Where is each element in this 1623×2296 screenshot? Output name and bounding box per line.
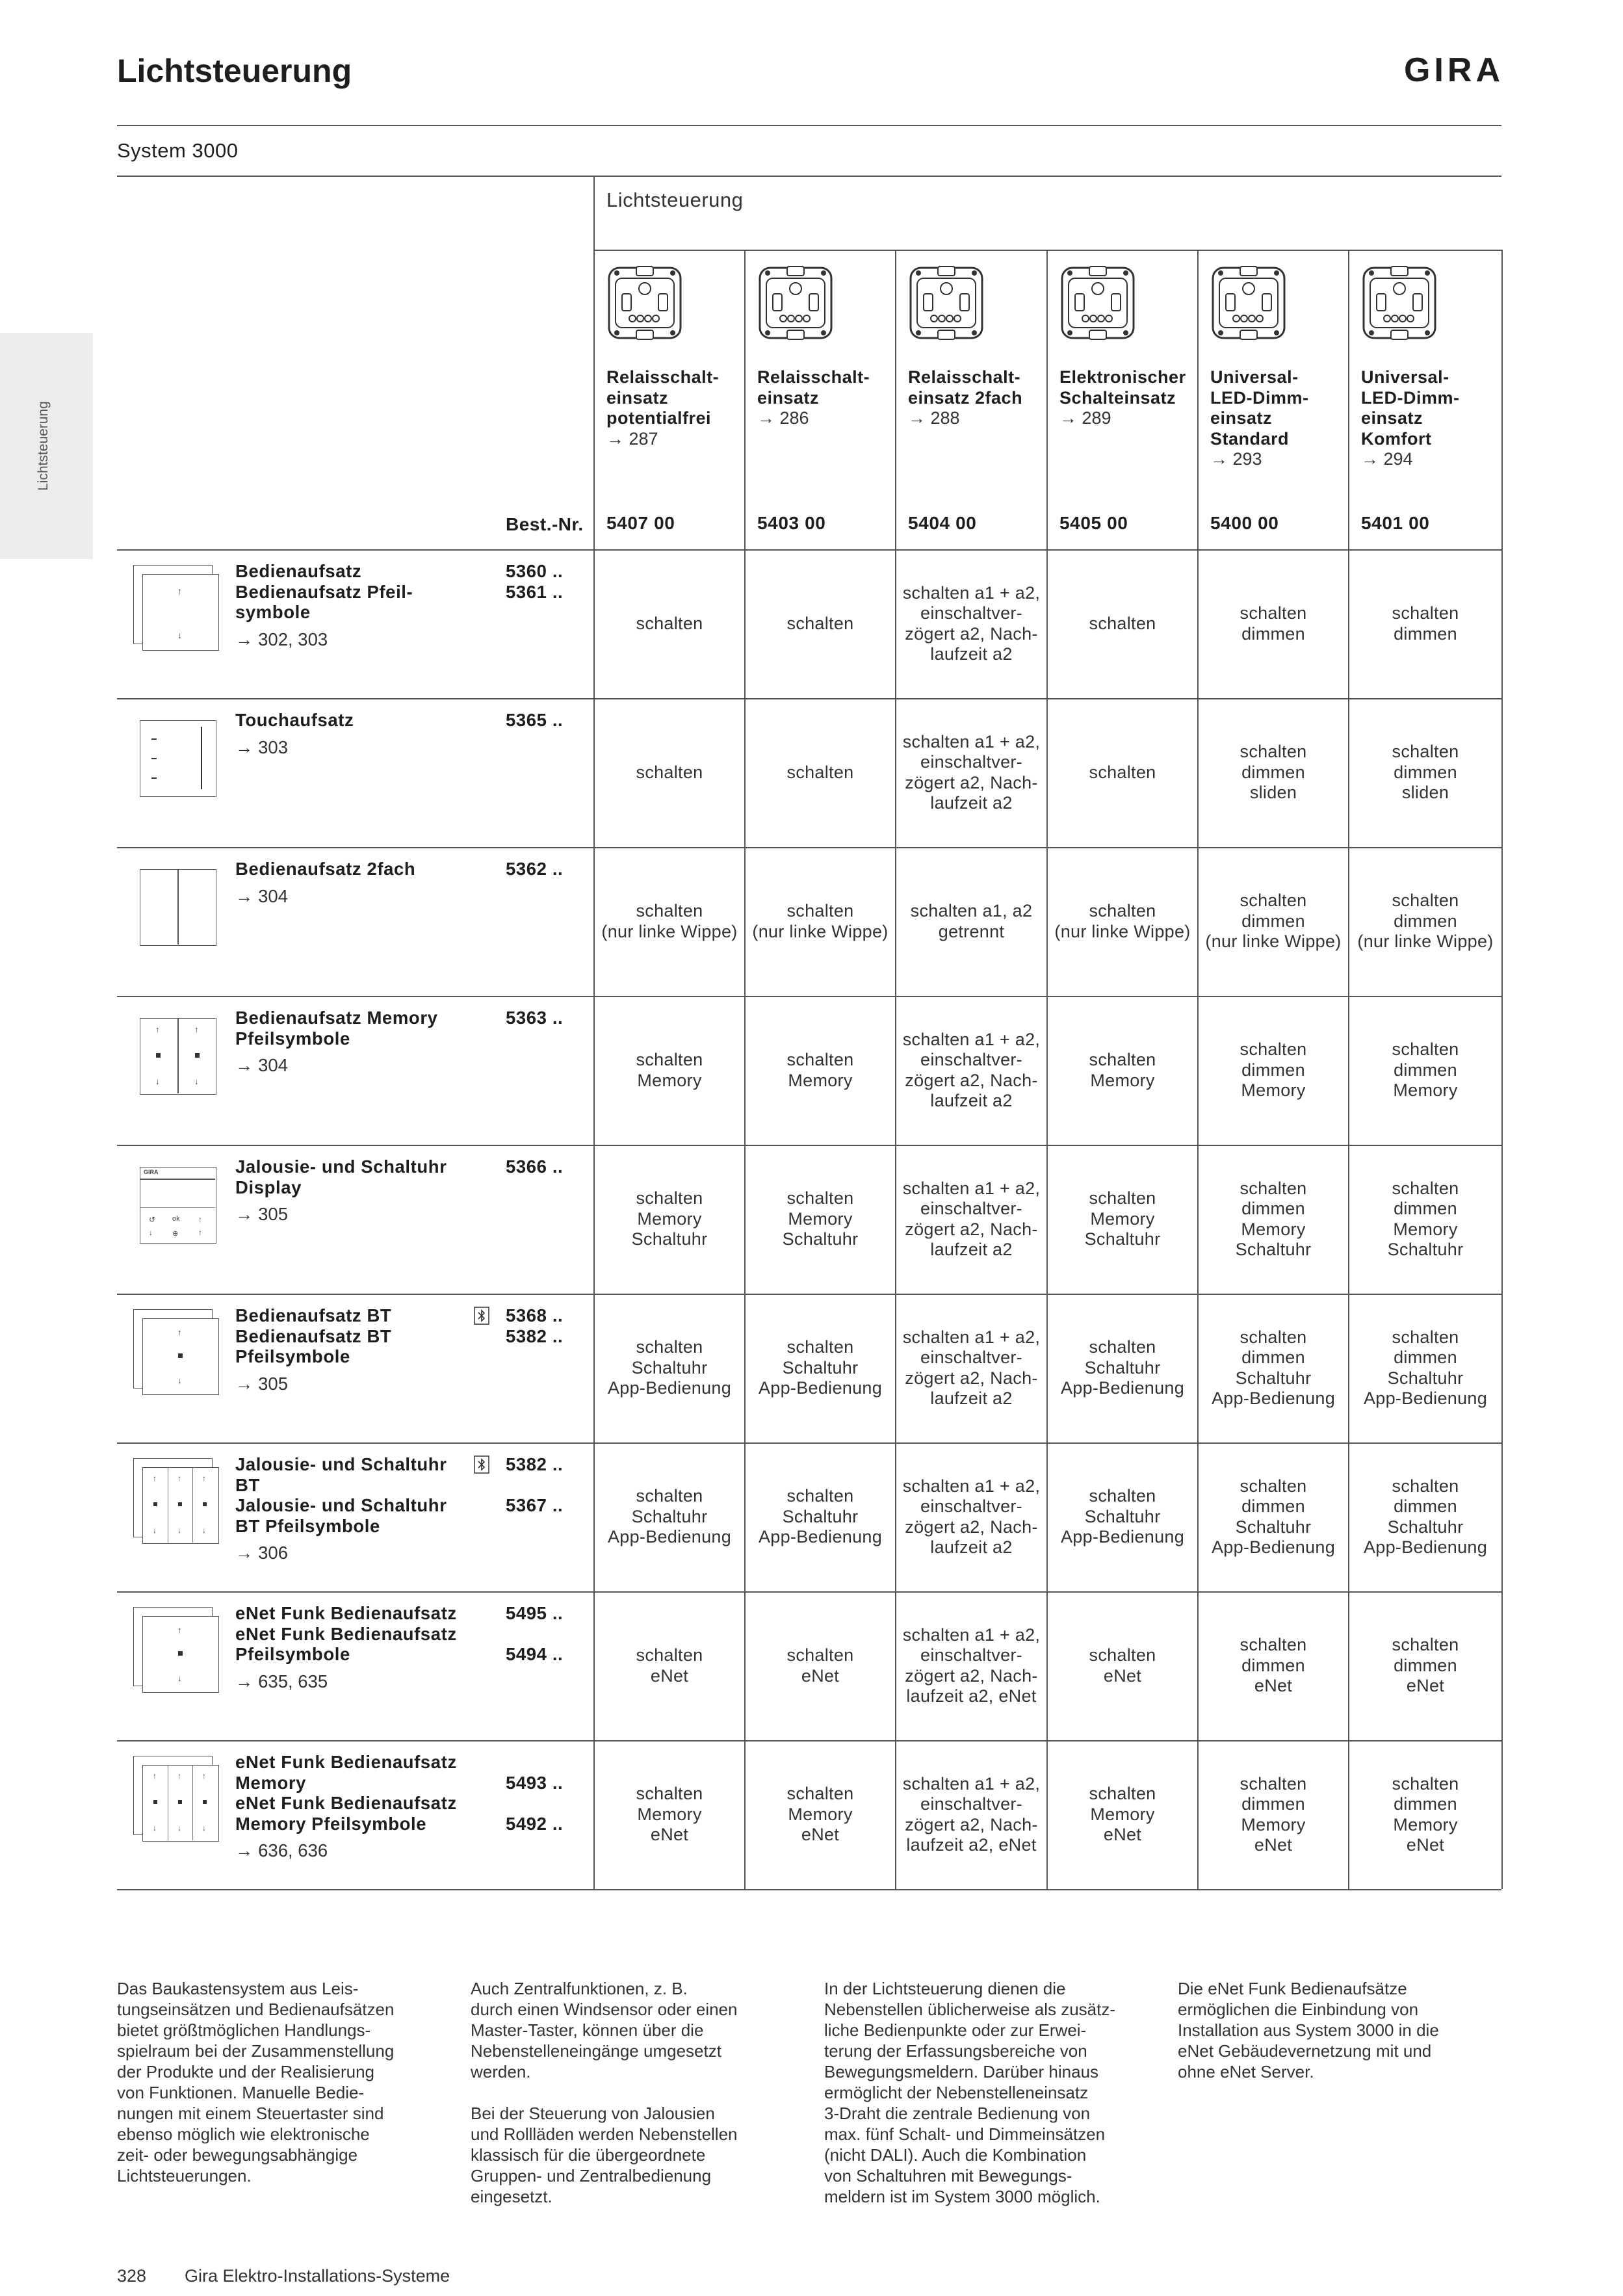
cell-text: schalten Memory eNet bbox=[1089, 1784, 1156, 1845]
compatibility-cell bbox=[1048, 847, 1197, 996]
cell-text: schalten Schaltuhr App-Bedienung bbox=[1060, 1337, 1185, 1398]
flush-mounted-insert-icon bbox=[606, 265, 683, 341]
compatibility-cell bbox=[896, 1442, 1046, 1591]
compatibility-cell bbox=[595, 1145, 744, 1294]
cell-text: schalten a1 + a2, einschaltver- zögert a2, Nach- laufzeit a2 bbox=[902, 582, 1041, 664]
cell-text: schalten Memory Schaltuhr bbox=[1084, 1188, 1161, 1249]
product-name: Pfeilsymbole bbox=[235, 1644, 350, 1664]
cell-text: schalten bbox=[1089, 762, 1156, 782]
compatibility-cell bbox=[1199, 1591, 1348, 1740]
product-page-reference[interactable]: → 305 bbox=[235, 1204, 289, 1224]
product-name: Bedienaufsatz BT bbox=[235, 1325, 392, 1346]
product-name: Touchaufsatz bbox=[235, 710, 354, 730]
column-product-name: Relaisschalt- bbox=[908, 367, 1021, 387]
column-product-name: einsatz 2fach bbox=[908, 387, 1023, 408]
product-name: eNet Funk Bedienaufsatz bbox=[235, 1603, 457, 1623]
product-order-number: 5382 .. bbox=[506, 1325, 564, 1346]
cell-text: schalten dimmen bbox=[1240, 603, 1307, 644]
compatibility-cell bbox=[1199, 996, 1348, 1145]
compatibility-cell bbox=[896, 698, 1046, 847]
cell-text: schalten Schaltuhr App-Bedienung bbox=[758, 1337, 883, 1398]
cell-text: schalten dimmen Schaltuhr App-Bedienung bbox=[1211, 1327, 1336, 1408]
product-thumbnail: ↑ ↓ bbox=[133, 1607, 224, 1704]
table-row-rule bbox=[117, 1889, 1501, 1890]
compatibility-cell bbox=[1048, 1740, 1197, 1889]
product-name: Bedienaufsatz Pfeil- bbox=[235, 581, 413, 602]
compatibility-cell bbox=[896, 1740, 1046, 1889]
cell-text: schalten Schaltuhr App-Bedienung bbox=[1060, 1486, 1185, 1547]
product-thumbnail: ↑ ↓ ↑ ↓ ↑ ↓ bbox=[133, 1458, 224, 1556]
column-page-reference[interactable]: → 289 bbox=[1059, 408, 1111, 428]
compatibility-cell bbox=[595, 1591, 744, 1740]
cell-text: schalten bbox=[636, 762, 703, 782]
flush-mounted-insert-icon bbox=[908, 265, 985, 341]
column-page-reference[interactable]: → 293 bbox=[1210, 449, 1262, 469]
column-product-name: Relaisschalt- bbox=[606, 367, 720, 387]
compatibility-cell bbox=[1048, 1591, 1197, 1740]
compatibility-cell bbox=[595, 698, 744, 847]
compatibility-cell bbox=[746, 549, 895, 698]
column-product-name: Schalteinsatz bbox=[1059, 387, 1176, 408]
compatibility-cell bbox=[1349, 1145, 1501, 1294]
compatibility-cell bbox=[1199, 698, 1348, 847]
product-page-reference[interactable]: → 302, 303 bbox=[235, 629, 328, 649]
compatibility-cell bbox=[896, 1294, 1046, 1442]
cell-text: schalten a1 + a2, einschaltver- zögert a2, Nach- laufzeit a2 bbox=[902, 1476, 1041, 1557]
column-rule bbox=[1501, 250, 1503, 1889]
compatibility-cell bbox=[746, 1740, 895, 1889]
product-thumbnail: GIRA ↺ ok ↑ ↓ ⊕ ↑ bbox=[133, 1160, 224, 1258]
product-order-number: 5361 .. bbox=[506, 581, 564, 602]
compatibility-cell bbox=[595, 1740, 744, 1889]
compatibility-cell bbox=[746, 1145, 895, 1294]
compatibility-cell bbox=[746, 1442, 895, 1591]
compatibility-cell bbox=[1199, 1294, 1348, 1442]
product-name: Bedienaufsatz bbox=[235, 561, 362, 581]
product-name: Bedienaufsatz BT bbox=[235, 1305, 392, 1325]
column-order-number: 5407 00 bbox=[606, 513, 675, 533]
column-product-name: einsatz bbox=[1361, 408, 1423, 428]
header-rule bbox=[117, 125, 1501, 126]
cell-text: schalten dimmen Memory Schaltuhr bbox=[1235, 1178, 1312, 1259]
product-order-number: 5493 .. bbox=[506, 1772, 564, 1793]
product-name: eNet Funk Bedienaufsatz bbox=[235, 1793, 457, 1813]
bluetooth-icon bbox=[474, 1307, 489, 1325]
compatibility-cell bbox=[896, 1145, 1046, 1294]
compatibility-cell bbox=[1349, 698, 1501, 847]
cell-text: schalten dimmen Memory eNet bbox=[1392, 1773, 1459, 1855]
product-thumbnail: ↑ ↓ ↑ ↓ bbox=[133, 1011, 224, 1109]
column-product-name: Universal- bbox=[1361, 367, 1449, 387]
cell-text: schalten Memory bbox=[786, 1050, 854, 1090]
column-product-name: LED-Dimm- bbox=[1361, 387, 1460, 408]
product-name: BT bbox=[235, 1474, 260, 1495]
compatibility-cell bbox=[595, 1294, 744, 1442]
compatibility-cell bbox=[1199, 1740, 1348, 1889]
product-order-number: 5494 .. bbox=[506, 1644, 564, 1664]
cell-text: schalten dimmen Memory bbox=[1240, 1039, 1307, 1101]
product-thumbnail bbox=[133, 863, 224, 960]
cell-text: schalten eNet bbox=[1089, 1645, 1156, 1686]
compatibility-cell bbox=[1048, 996, 1197, 1145]
column-product-name: Relaisschalt- bbox=[757, 367, 870, 387]
flush-mounted-insert-icon bbox=[1210, 265, 1287, 341]
flush-mounted-insert-icon bbox=[1361, 265, 1438, 341]
product-thumbnail bbox=[133, 714, 224, 811]
cell-text: schalten a1 + a2, einschaltver- zögert a2, Nach- laufzeit a2 bbox=[902, 1178, 1041, 1259]
cell-text: schalten a1 + a2, einschaltver- zögert a2, Nach- laufzeit a2, eNet bbox=[902, 1624, 1041, 1706]
column-page-reference[interactable]: → 294 bbox=[1361, 449, 1413, 469]
product-name: eNet Funk Bedienaufsatz bbox=[235, 1623, 457, 1644]
product-order-number: 5362 .. bbox=[506, 859, 564, 879]
column-order-number: 5400 00 bbox=[1210, 513, 1279, 533]
compatibility-cell bbox=[1199, 1442, 1348, 1591]
body-paragraph: Die eNet Funk Bedienaufsätze ermöglichen die Einbindung von Installation aus System 3000 in die eNet Gebäudevernetzung mit und ohne eNet Server. bbox=[1178, 1979, 1439, 2081]
flush-mounted-insert-icon bbox=[757, 265, 834, 341]
bluetooth-icon bbox=[474, 1455, 489, 1474]
product-name: Jalousie- und Schaltuhr bbox=[235, 1495, 447, 1515]
compatibility-cell bbox=[1199, 549, 1348, 698]
product-order-number: 5382 .. bbox=[506, 1454, 564, 1474]
cell-text: schalten Memory bbox=[636, 1050, 703, 1090]
cell-text: schalten dimmen eNet bbox=[1392, 1635, 1459, 1696]
column-order-number: 5403 00 bbox=[757, 513, 826, 533]
product-thumbnail: ↑ ↓ bbox=[133, 565, 224, 662]
cell-text: schalten dimmen Schaltuhr App-Bedienung bbox=[1363, 1476, 1488, 1557]
product-name: Jalousie- und Schaltuhr bbox=[235, 1454, 447, 1474]
compatibility-cell bbox=[1349, 1591, 1501, 1740]
cell-text: schalten dimmen sliden bbox=[1240, 742, 1307, 803]
compatibility-cell bbox=[1349, 1740, 1501, 1889]
cell-text: schalten dimmen (nur linke Wippe) bbox=[1357, 891, 1494, 952]
cell-text: schalten Memory eNet bbox=[636, 1784, 703, 1845]
product-order-number: 5368 .. bbox=[506, 1305, 564, 1325]
product-order-number: 5367 .. bbox=[506, 1495, 564, 1515]
best-nr-label: Best.-Nr. bbox=[506, 514, 584, 534]
body-paragraph: Das Baukastensystem aus Leis- tungseinsätzen und Bedienaufsätzen bietet größtmöglichen Handlungs- spielraum bei der Zusammenstellung der Produkte und der Realisierung von Funktionen. Manuelle Bedie- nungen mit einem Steuertaster sind ebenso möglich wie elektronische zeit- oder bewegungsabhängige Lichtsteuerungen. bbox=[117, 1979, 395, 2185]
compatibility-cell bbox=[746, 1294, 895, 1442]
product-name: Pfeilsymbole bbox=[235, 1028, 350, 1049]
compatibility-cell bbox=[896, 1591, 1046, 1740]
body-paragraph: Auch Zentralfunktionen, z. B. durch einen Windsensor oder einen Master-Taster, können über die Nebenstelleneingänge umgesetzt werden. Bei der Steuerung von Jalousien und Rollläden werden Nebenstellen klassisch für die übergeordnete Gruppen- und Zentralbedienung eingesetzt. bbox=[471, 1979, 738, 2206]
column-page-reference[interactable]: → 288 bbox=[908, 408, 960, 428]
product-name: Memory Pfeilsymbole bbox=[235, 1813, 427, 1834]
cell-text: schalten Schaltuhr App-Bedienung bbox=[607, 1337, 732, 1398]
compatibility-cell bbox=[1349, 1442, 1501, 1591]
compatibility-cell bbox=[1349, 996, 1501, 1145]
product-thumbnail: ↑ ↓ bbox=[133, 1309, 224, 1407]
product-page-reference[interactable]: → 304 bbox=[235, 885, 289, 906]
column-order-number: 5401 00 bbox=[1361, 513, 1430, 533]
cell-text: schalten eNet bbox=[636, 1645, 703, 1686]
compatibility-cell bbox=[1349, 847, 1501, 996]
cell-text: schalten a1 + a2, einschaltver- zögert a2, Nach- laufzeit a2 bbox=[902, 1327, 1041, 1408]
cell-text: schalten dimmen Schaltuhr App-Bedienung bbox=[1211, 1476, 1336, 1557]
cell-text: schalten bbox=[636, 613, 703, 633]
cell-text: schalten dimmen sliden bbox=[1392, 742, 1459, 803]
compatibility-cell bbox=[1048, 1442, 1197, 1591]
product-order-number: 5495 .. bbox=[506, 1603, 564, 1623]
column-product-name: LED-Dimm- bbox=[1210, 387, 1309, 408]
cell-text: schalten dimmen Schaltuhr App-Bedienung bbox=[1363, 1327, 1488, 1408]
cell-text: schalten (nur linke Wippe) bbox=[752, 901, 889, 941]
cell-text: schalten a1, a2 getrennt bbox=[910, 901, 1033, 941]
column-order-number: 5405 00 bbox=[1059, 513, 1128, 533]
product-order-number: 5492 .. bbox=[506, 1813, 564, 1834]
cell-text: schalten Memory bbox=[1089, 1050, 1156, 1090]
column-page-reference[interactable]: → 286 bbox=[757, 408, 809, 428]
product-thumbnail: ↑ ↓ ↑ ↓ ↑ ↓ bbox=[133, 1756, 224, 1853]
column-product-name: Universal- bbox=[1210, 367, 1299, 387]
cell-text: schalten Schaltuhr App-Bedienung bbox=[758, 1486, 883, 1547]
cell-text: schalten dimmen Memory bbox=[1392, 1039, 1459, 1101]
publication-name: Gira Elektro-Installations-Systeme bbox=[185, 2266, 450, 2286]
product-name: BT Pfeilsymbole bbox=[235, 1515, 380, 1536]
column-group-header: Lichtsteuerung bbox=[606, 189, 744, 211]
product-order-number: 5366 .. bbox=[506, 1156, 564, 1177]
product-name: symbole bbox=[235, 602, 311, 622]
compatibility-cell bbox=[595, 1442, 744, 1591]
cell-text: schalten bbox=[786, 762, 854, 782]
cell-text: schalten Memory Schaltuhr bbox=[782, 1188, 859, 1249]
column-product-name: einsatz bbox=[757, 387, 820, 408]
cell-text: schalten bbox=[1089, 613, 1156, 633]
compatibility-cell bbox=[1199, 1145, 1348, 1294]
column-product-name: potentialfrei bbox=[606, 408, 712, 428]
column-product-name: Standard bbox=[1210, 428, 1290, 449]
compatibility-cell bbox=[746, 1591, 895, 1740]
column-product-name: einsatz bbox=[1210, 408, 1273, 428]
product-name: Jalousie- und Schaltuhr bbox=[235, 1156, 447, 1177]
cell-text: schalten eNet bbox=[786, 1645, 854, 1686]
product-page-reference[interactable]: → 304 bbox=[235, 1055, 289, 1075]
section-subtitle: System 3000 bbox=[117, 139, 239, 162]
page-number: 328 bbox=[117, 2266, 147, 2286]
compatibility-cell bbox=[1048, 698, 1197, 847]
subtitle-rule bbox=[117, 176, 1501, 177]
cell-text: schalten (nur linke Wippe) bbox=[1054, 901, 1191, 941]
compatibility-cell bbox=[595, 847, 744, 996]
product-page-reference[interactable]: → 305 bbox=[235, 1373, 289, 1394]
product-name: Memory bbox=[235, 1772, 307, 1793]
compatibility-cell bbox=[746, 847, 895, 996]
product-name: eNet Funk Bedienaufsatz bbox=[235, 1752, 457, 1772]
flush-mounted-insert-icon bbox=[1059, 265, 1136, 341]
compatibility-cell bbox=[595, 996, 744, 1145]
page-title: Lichtsteuerung bbox=[117, 53, 352, 89]
column-product-name: einsatz bbox=[606, 387, 669, 408]
compatibility-cell bbox=[746, 698, 895, 847]
brand-logo: GIRA bbox=[1404, 51, 1504, 89]
product-page-reference[interactable]: → 636, 636 bbox=[235, 1840, 328, 1860]
product-order-number: 5360 .. bbox=[506, 561, 564, 581]
product-name: Bedienaufsatz Memory bbox=[235, 1008, 438, 1028]
cell-text: schalten a1 + a2, einschaltver- zögert a2, Nach- laufzeit a2, eNet bbox=[902, 1773, 1041, 1855]
product-order-number: 5365 .. bbox=[506, 710, 564, 730]
product-order-number: 5363 .. bbox=[506, 1008, 564, 1028]
column-product-name: Komfort bbox=[1361, 428, 1432, 449]
cell-text: schalten dimmen eNet bbox=[1240, 1635, 1307, 1696]
compatibility-cell bbox=[1048, 1294, 1197, 1442]
compatibility-cell bbox=[595, 549, 744, 698]
compatibility-cell bbox=[1199, 847, 1348, 996]
compatibility-cell bbox=[896, 996, 1046, 1145]
compatibility-cell bbox=[1349, 549, 1501, 698]
product-name: Display bbox=[235, 1177, 302, 1197]
cell-text: schalten dimmen bbox=[1392, 603, 1459, 644]
body-paragraph: In der Lichtsteuerung dienen die Nebenstellen üblicherweise als zusätz- liche Bedienpunkte oder zur Erwei- terung der Erfassungsbereiche von Bewegungsmeldern. Darüber hinaus ermöglicht der Nebenstelleneinsatz 3-Draht die zentrale Bedienung von max. fünf Schalt- und Dimmeinsätzen (nicht DALI). Auch die Kombination von Schaltuhren mit Bewegungs- meldern ist im System 3000 möglich. bbox=[824, 1979, 1116, 2206]
compatibility-cell bbox=[1349, 1294, 1501, 1442]
cell-text: schalten (nur linke Wippe) bbox=[601, 901, 738, 941]
column-page-reference[interactable]: → 287 bbox=[606, 428, 658, 449]
cell-text: schalten dimmen Memory eNet bbox=[1240, 1773, 1307, 1855]
cell-text: schalten dimmen (nur linke Wippe) bbox=[1205, 891, 1342, 952]
cell-text: schalten Memory Schaltuhr bbox=[631, 1188, 708, 1249]
cell-text: schalten a1 + a2, einschaltver- zögert a2, Nach- laufzeit a2 bbox=[902, 731, 1041, 813]
cell-text: schalten Schaltuhr App-Bedienung bbox=[607, 1486, 732, 1547]
compatibility-cell bbox=[896, 549, 1046, 698]
product-page-reference[interactable]: → 303 bbox=[235, 737, 289, 757]
product-name: Pfeilsymbole bbox=[235, 1346, 350, 1366]
compatibility-cell bbox=[1048, 549, 1197, 698]
column-order-number: 5404 00 bbox=[908, 513, 977, 533]
cell-text: schalten dimmen Memory Schaltuhr bbox=[1387, 1178, 1464, 1259]
compatibility-cell bbox=[896, 847, 1046, 996]
compatibility-cell bbox=[1048, 1145, 1197, 1294]
compatibility-cell bbox=[746, 996, 895, 1145]
product-name: Bedienaufsatz 2fach bbox=[235, 859, 416, 879]
product-page-reference[interactable]: → 635, 635 bbox=[235, 1671, 328, 1691]
cell-text: schalten bbox=[786, 613, 854, 633]
product-page-reference[interactable]: → 306 bbox=[235, 1543, 289, 1563]
cell-text: schalten Memory eNet bbox=[786, 1784, 854, 1845]
cell-text: schalten a1 + a2, einschaltver- zögert a2, Nach- laufzeit a2 bbox=[902, 1029, 1041, 1110]
side-tab-label: Lichtsteuerung bbox=[36, 401, 51, 491]
column-product-name: Elektronischer bbox=[1059, 367, 1186, 387]
